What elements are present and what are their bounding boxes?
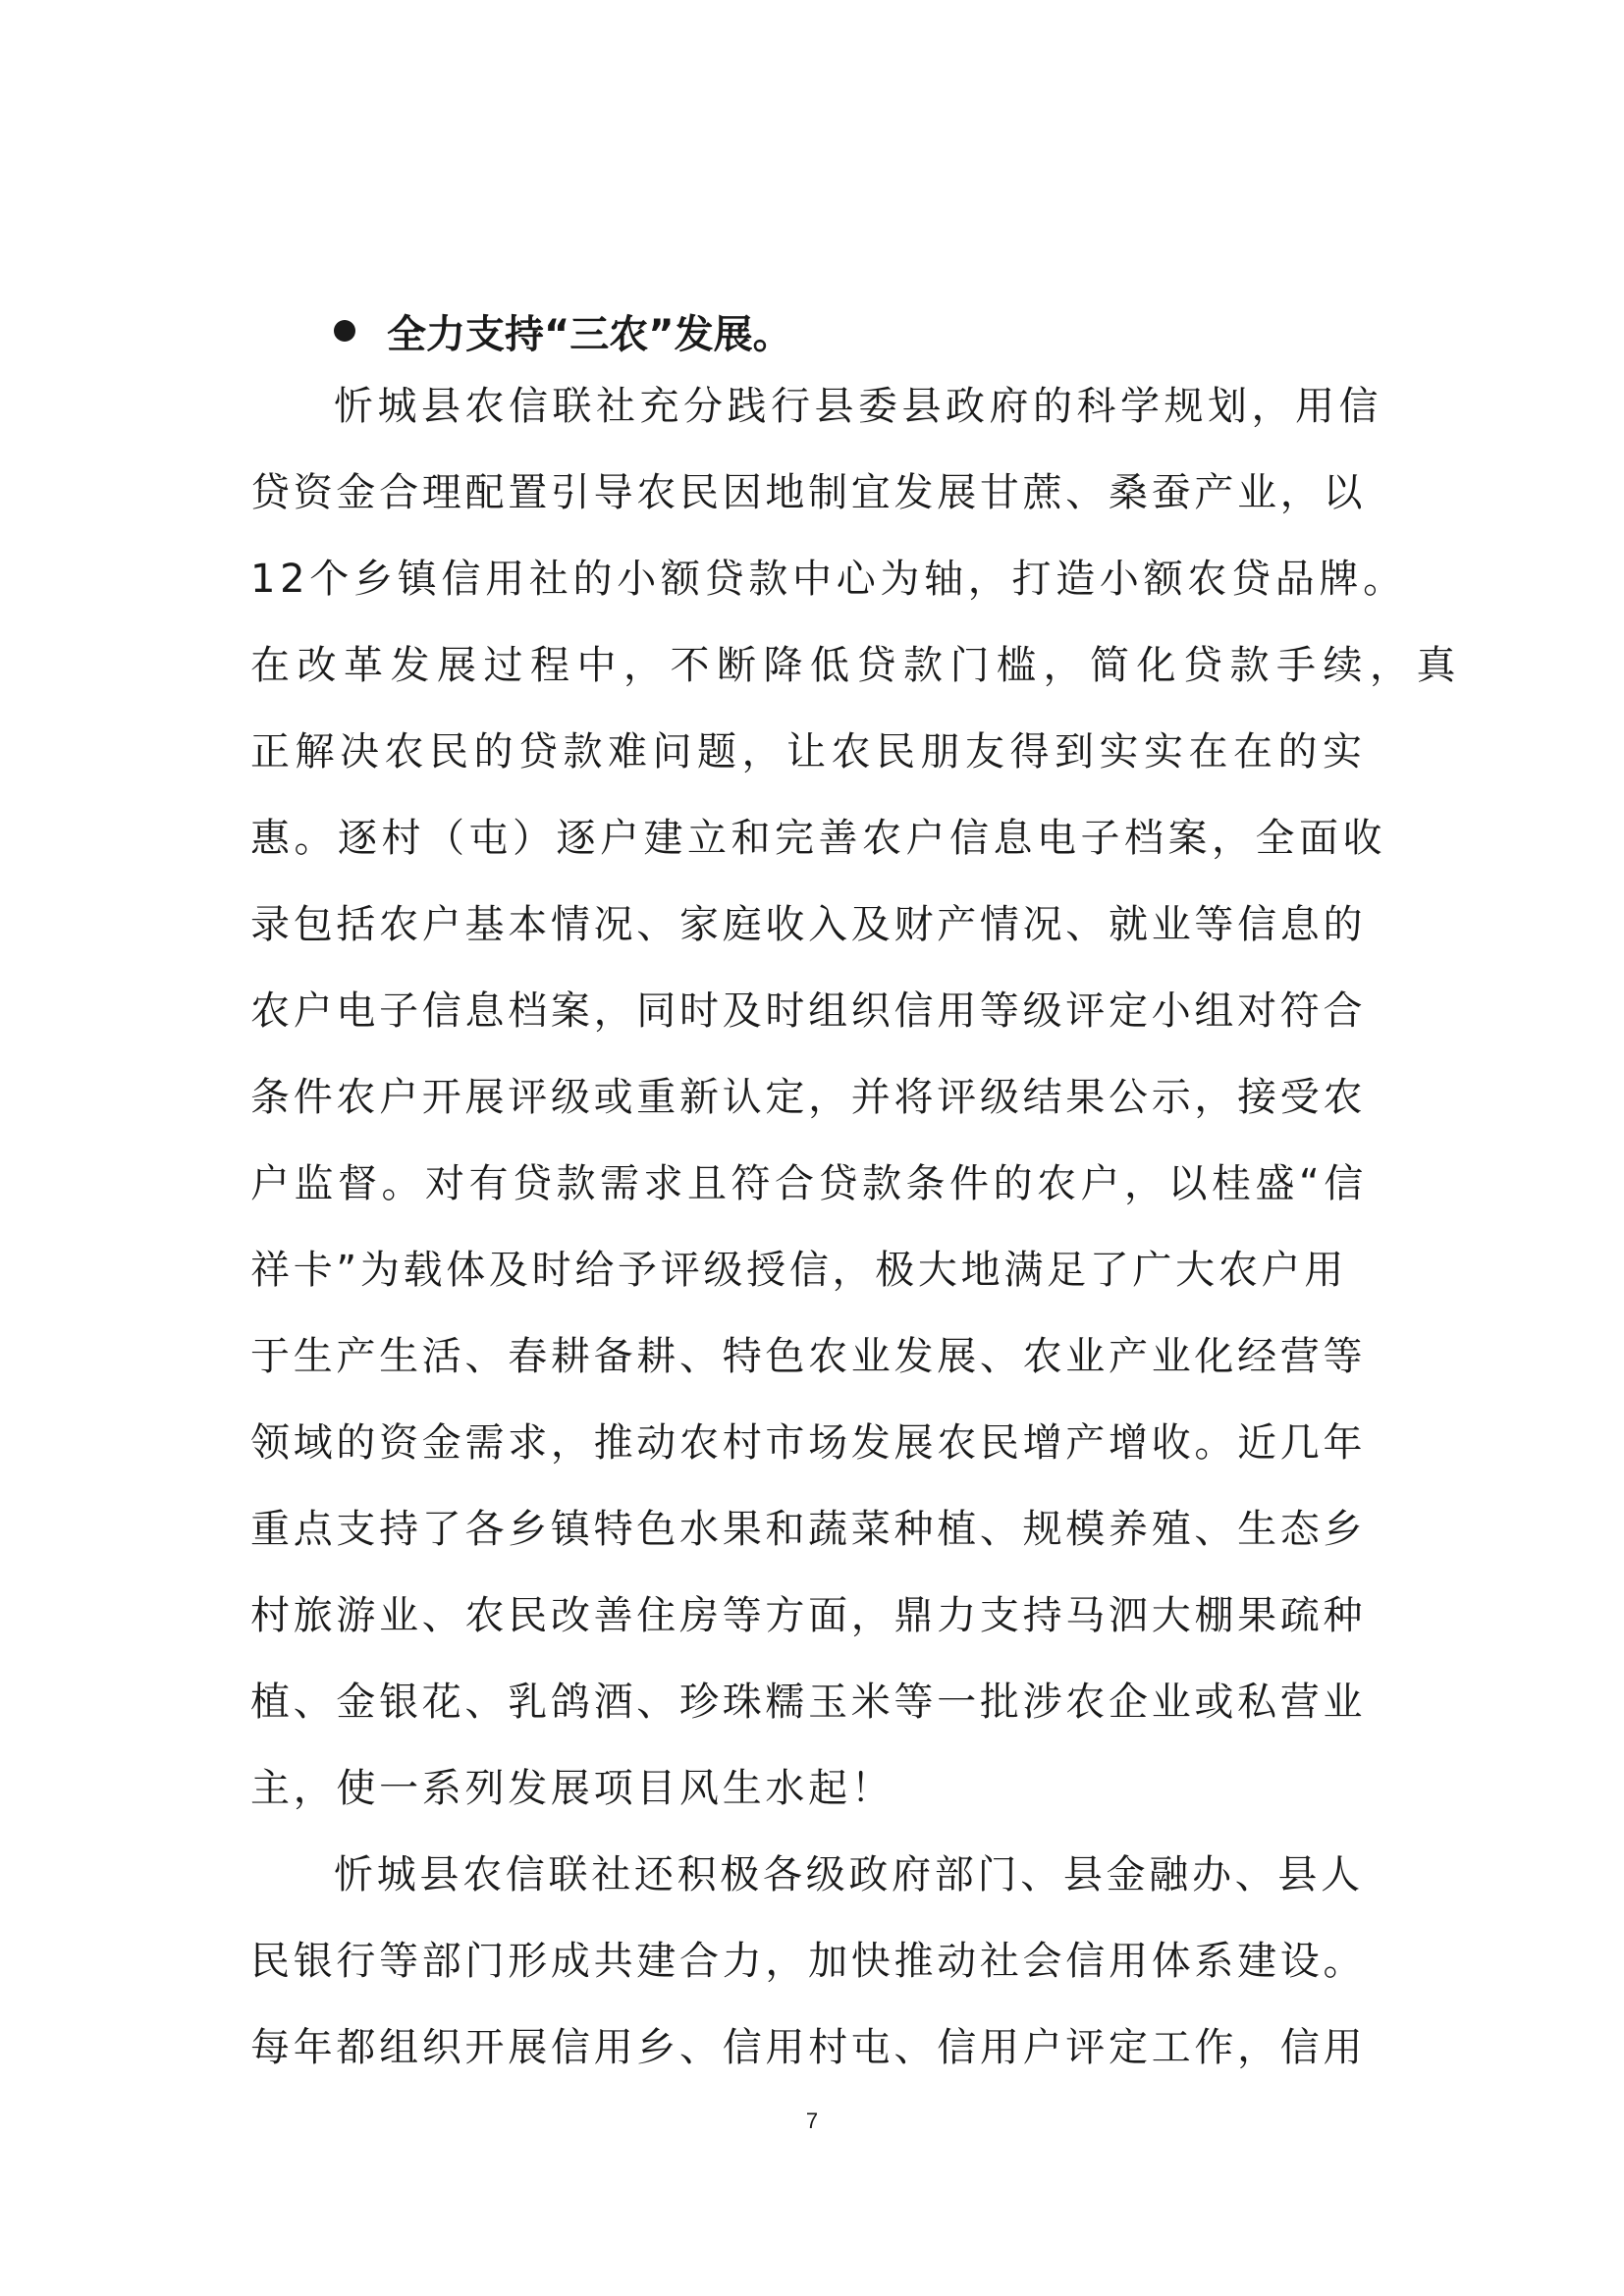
paragraph-line: 贷资金合理配置引导农民因地制宜发展甘蔗、桑蚕产业，以	[250, 470, 1367, 515]
paragraph-line: 植、金银花、乳鸽酒、珍珠糯玉米等一批涉农企业或私营业	[250, 1680, 1367, 1725]
page-number: 7	[805, 2109, 819, 2133]
paragraph-line: 民银行等部门形成共建合力，加快推动社会信用体系建设。	[250, 1939, 1367, 1984]
paragraph-line: 录包括农户基本情况、家庭收入及财产情况、就业等信息的	[250, 902, 1367, 947]
paragraph-line: 祥卡”为载体及时给予评级授信，极大地满足了广大农户用	[250, 1248, 1347, 1293]
paragraph-line: 村旅游业、农民改善住房等方面，鼎力支持马泗大棚果疏种	[250, 1593, 1367, 1638]
paragraph-line: 在改革发展过程中，不断降低贷款门槛，简化贷款手续，真	[250, 643, 1463, 688]
paragraph-line: 领域的资金需求，推动农村市场发展农民增产增收。近几年	[250, 1420, 1367, 1466]
paragraph-line: 忻城县农信联社充分践行县委县政府的科学规划，用信	[334, 384, 1382, 429]
paragraph-line: 每年都组织开展信用乡、信用村屯、信用户评定工作，信用	[250, 2025, 1367, 2070]
paragraph-line: 户监督。对有贷款需求且符合贷款条件的农户，以桂盛“信	[250, 1161, 1368, 1206]
paragraph-line: 农户电子信息档案，同时及时组织信用等级评定小组对符合	[250, 988, 1367, 1034]
paragraph-line: 12个乡镇信用社的小额贷款中心为轴，打造小额农贷品牌。	[250, 557, 1407, 602]
paragraph-line: 惠。逐村（屯）逐户建立和完善农户信息电子档案，全面收	[250, 816, 1386, 861]
paragraph-line: 主，使一系列发展项目风生水起！	[250, 1766, 894, 1811]
paragraph-line: 于生产生活、春耕备耕、特色农业发展、农业产业化经营等	[250, 1334, 1367, 1379]
bullet-icon	[334, 320, 355, 342]
paragraph-line: 忻城县农信联社还积极各级政府部门、县金融办、县人	[334, 1852, 1364, 1897]
paragraph-line: 正解决农民的贷款难问题，让农民朋友得到实实在在的实	[250, 729, 1368, 774]
section-heading-text: 全力支持“三农”发展。	[387, 311, 792, 357]
section-heading	[334, 296, 792, 365]
paragraph-line: 条件农户开展评级或重新认定，并将评级结果公示，接受农	[250, 1075, 1367, 1120]
paragraph-line: 重点支持了各乡镇特色水果和蔬菜种植、规模养殖、生态乡	[250, 1507, 1367, 1552]
